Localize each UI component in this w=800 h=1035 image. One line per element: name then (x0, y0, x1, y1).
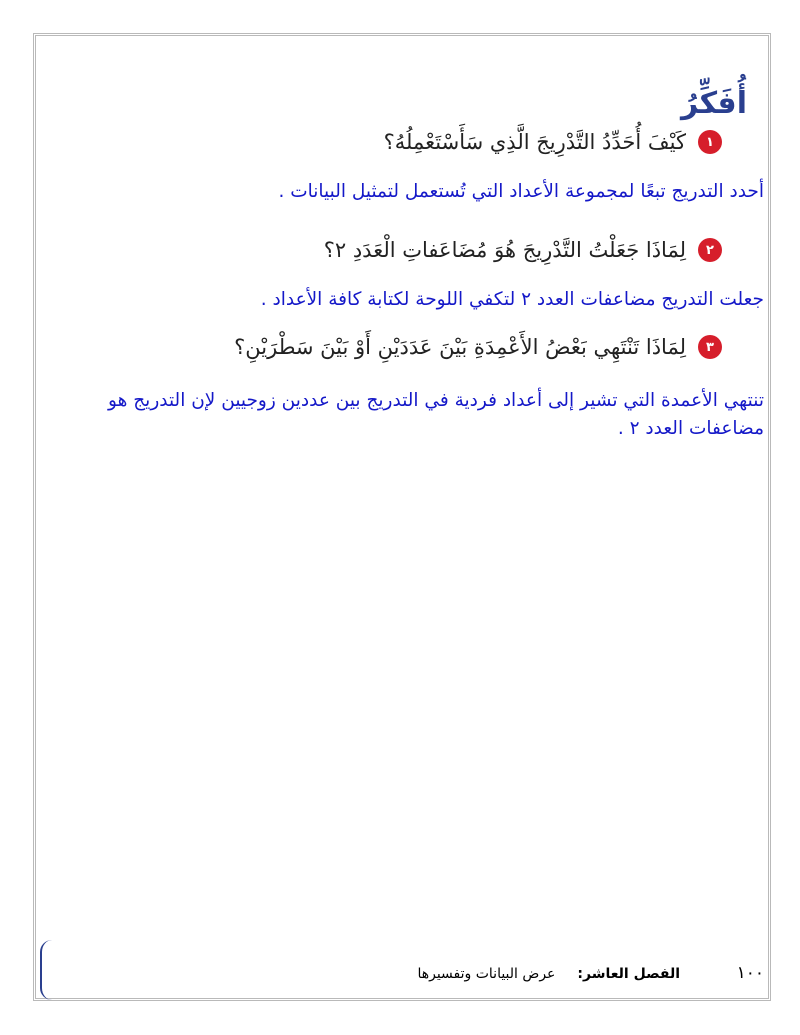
question-text: لِمَاذَا جَعَلْتُ التَّدْرِيجَ هُوَ مُضَاعَفاتِ الْعَدَدِ ٢؟ (323, 238, 686, 262)
question-1 (384, 130, 722, 154)
page-number: ١٠٠ (736, 963, 764, 983)
question-number-badge: ١ (698, 130, 722, 154)
question-2 (324, 238, 722, 262)
question-number-badge: ٣ (698, 335, 722, 359)
answer-1: أحدد التدريج تبعًا لمجموعة الأعداد التي تُستعمل لتمثيل البيانات . (278, 181, 764, 202)
answer-3: تنتهي الأعمدة التي تشير إلى أعداد فردية في التدريج بين عددين زوجيين لإن التدريج هو مضاعفات العدد ٢ . (108, 390, 764, 439)
question-3 (234, 335, 722, 359)
question-text: كَيْفَ أُحَدِّدُ التَّدْرِيجَ الَّذِي سَأَسْتَعْمِلُهُ؟ (383, 130, 686, 154)
question-number-badge: ٢ (698, 238, 722, 262)
chapter-title: عرض البيانات وتفسيرها (417, 966, 556, 982)
footer (417, 966, 680, 982)
question-text: لِمَاذَا تَنْتَهِي بَعْضُ الأَعْمِدَةِ بَيْنَ عَدَدَيْنِ أَوْ بَيْنَ سَطْرَيْنِ؟ (234, 335, 686, 359)
chapter-label: الفصل العاشر: (577, 966, 680, 982)
answer-2: جعلت التدريج مضاعفات العدد ٢ لتكفي اللوحة لكتابة كافة الأعداد . (260, 289, 764, 310)
bracket-decoration (40, 940, 52, 1000)
section-title: أُفَكِّرُ (680, 86, 747, 121)
